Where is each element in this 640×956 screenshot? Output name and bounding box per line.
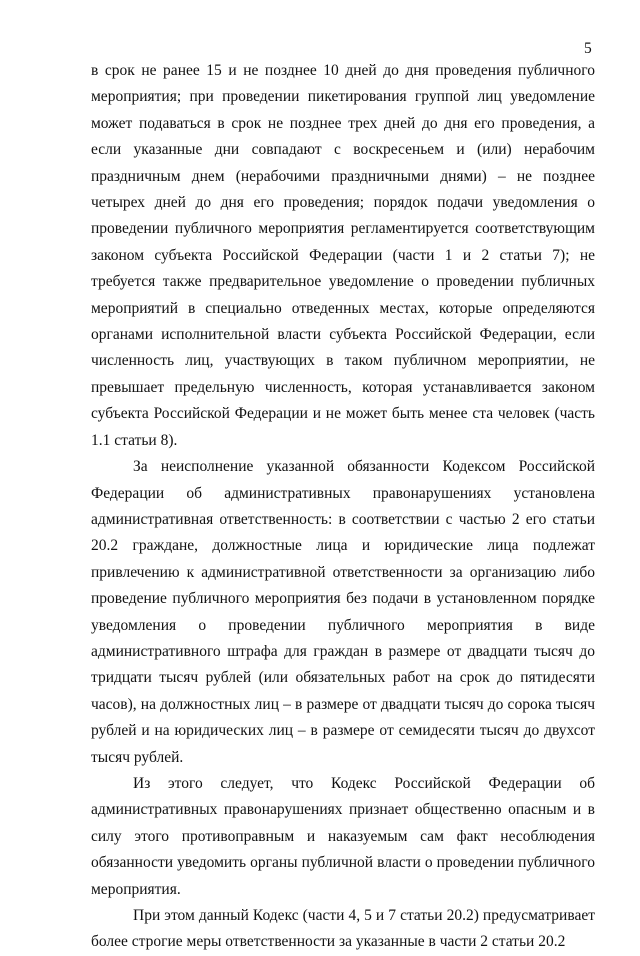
document-body xyxy=(91,58,595,956)
paragraph-2: За неисполнение указанной обязанности Кодексом Российской Федерации об административных правонарушениях установлена административная ответственность: в соответствии с частью 2 его статьи 20.2 граждане, должностные лица и юридические лица подлежат привлечению к административной ответственности за организацию либо проведение публичного мероприятия без подачи в установленном порядке уведомления о проведении публичного мероприятия в виде административного штрафа для граждан в размере от двадцати тысяч до тридцати тысяч рублей (или обязательных работ на срок до пятидесяти часов), на должностных лиц – в размере от двадцати тысяч до сорока тысяч рублей и на юридических лиц – в размере от семидесяти тысяч до двухсот тысяч рублей. xyxy=(91,458,595,766)
page-number: 5 xyxy=(584,40,592,57)
paragraph-3: Из этого следует, что Кодекс Российской Федерации об административных правонарушениях признает общественно опасным и в силу этого противоправным и наказуемым сам факт несоблюдения обязанности уведомить органы публичной власти о проведении публичного мероприятия. xyxy=(91,774,595,898)
paragraph-1: в срок не ранее 15 и не позднее 10 дней до дня проведения публичного мероприятия; при проведении пикетирования группой лиц уведомление может подаваться в срок не позднее трех дней до дня его проведения, а если указанные дни совпадают с воскресеньем и (или) нерабочим праздничным днем (нерабочими праздничными днями) – не позднее четырех дней до дня его проведения; порядок подачи уведомления о проведении публичного мероприятия регламентируется соответствующим законом субъекта Российской Федерации (части 1 и 2 статьи 7); не требуется также предварительное уведомление о проведении публичных мероприятий в специально отведенных местах, которые определяются органами исполнительной власти субъекта Российской Федерации, если численность лиц, участвующих в таком публичном мероприятии, не превышает предельную численность, которая устанавливается законом субъекта Российской Федерации и не может быть менее ста человек (часть 1.1 статьи 8). xyxy=(91,62,595,449)
paragraph-4: При этом данный Кодекс (части 4, 5 и 7 статьи 20.2) предусматривает более строгие меры ответственности за указанные в части 2 статьи 20.2 xyxy=(91,907,595,951)
